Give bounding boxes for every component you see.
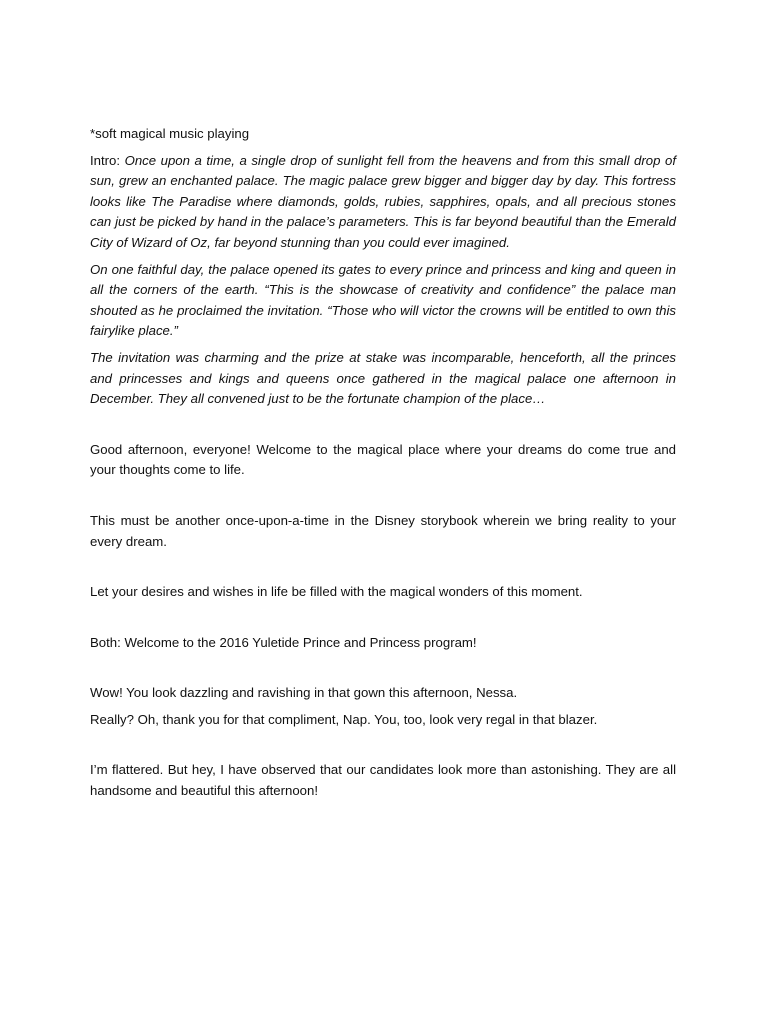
document-page	[90, 124, 676, 802]
script-line-7: I’m flattered. But hey, I have observed that our candidates look more than astonishing. They are all handsome and beautiful this afternoon!	[90, 762, 676, 799]
script-line-5: Wow! You look dazzling and ravishing in that gown this afternoon, Nessa.	[90, 685, 518, 701]
stage-direction: *soft magical music playing	[90, 126, 250, 141]
intro-label: Intro:	[90, 152, 121, 168]
narration-paragraph-3: The invitation was charming and the prize at stake was incomparable, henceforth, all the princes and princesses and kings and queens once gathered in the magical palace one afternoon in December. They all convened just to be the fortunate champion of the place…	[90, 349, 676, 407]
script-line-1: Good afternoon, everyone! Welcome to the magical place where your dreams do come true and your thoughts come to life.	[90, 441, 676, 478]
script-line-2: This must be another once-upon-a-time in the Disney storybook wherein we bring reality to your every dream.	[90, 512, 676, 549]
script-line-4: Both: Welcome to the 2016 Yuletide Prince and Princess program!	[90, 634, 477, 650]
intro-paragraph	[90, 151, 676, 254]
narration-paragraph-2: On one faithful day, the palace opened its gates to every prince and princess and king and queen in all the corners of the earth. “This is the showcase of creativity and confidence” the palace man shouted as he proclaimed the invitation. “Those who will victor the crowns will be entitled to own this fairylike place.”	[90, 261, 676, 339]
script-line-3: Let your desires and wishes in life be filled with the magical wonders of this moment.	[90, 584, 583, 600]
script-line-6: Really? Oh, thank you for that compliment, Nap. You, too, look very regal in that blazer.	[90, 711, 598, 727]
intro-text: Once upon a time, a single drop of sunlight fell from the heavens and from this small drop of sun, grew an enchanted palace. The magic palace grew bigger and bigger day by day. This fortress looks like The Paradise where diamonds, golds, rubies, sapphires, opals, and all precious stones can just be picked by hand in the palace’s parameters. This is far beyond beautiful than the Emerald City of Wizard of Oz, far beyond stunning than you could ever imagined.	[90, 152, 676, 250]
